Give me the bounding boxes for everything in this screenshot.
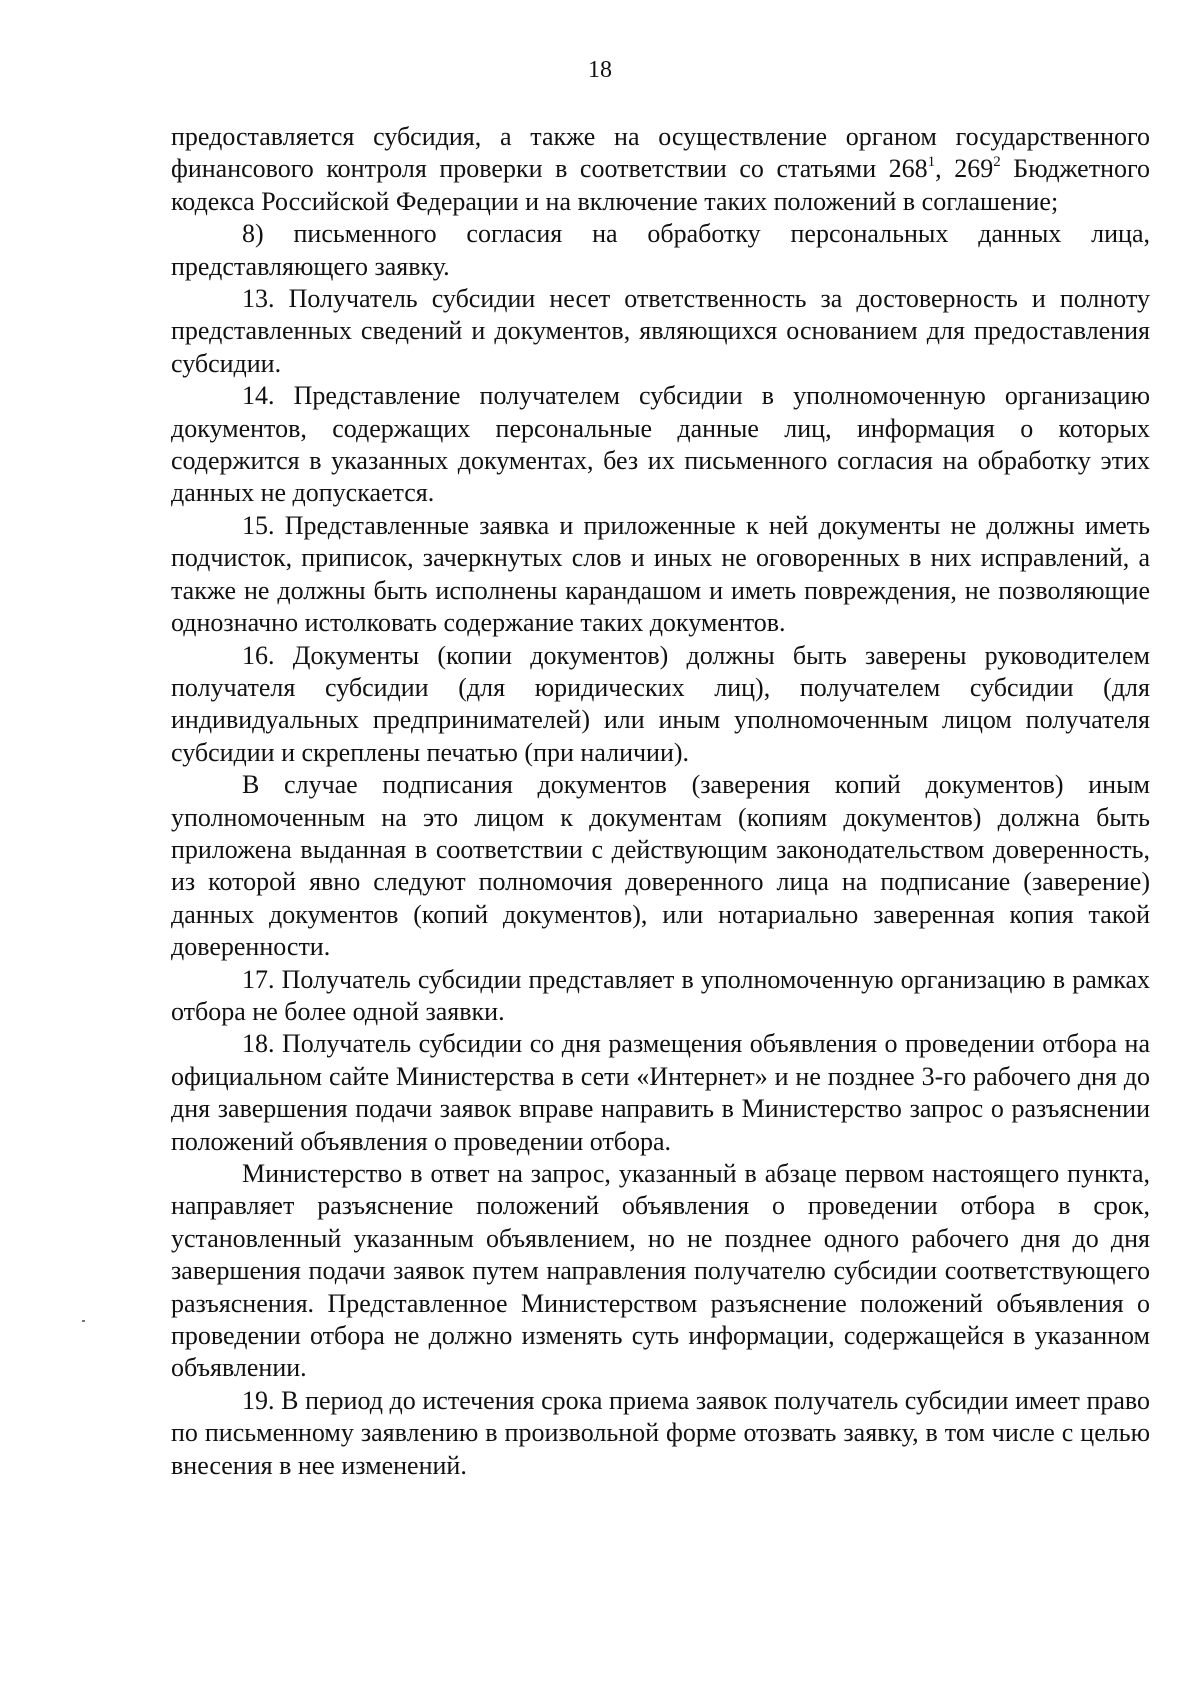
- paragraph-text-part: , 269: [935, 154, 994, 184]
- paragraph-13: 13. Получатель субсидии несет ответственность за достоверность и полноту представленных сведений и документов, являющихся основанием для предоставления субсидии.: [171, 284, 1150, 378]
- paragraph-15: 15. Представленные заявка и приложенные к ней документы не должны иметь подчисток, приписок, зачеркнутых слов и иных не оговоренных в них исправлений, а также не должны быть исполнены карандашом и иметь повреждения, не позволяющие однозначно истолковать содержание таких документов.: [171, 510, 1150, 638]
- paragraph-text-part: Бюджетного кодекса Российской Федерации и на включение таких положений в соглашение;: [171, 154, 1151, 216]
- superscript: 2: [993, 153, 1001, 170]
- page-number: 18: [588, 57, 612, 83]
- paragraph-continuation: [171, 121, 1150, 218]
- paragraph-19: 19. В период до истечения срока приема заявок получатель субсидии имеет право по письменному заявлению в произвольной форме отозвать заявку, в том числе с целью внесения в нее изменений.: [171, 1385, 1150, 1480]
- paragraph-17: 17. Получатель субсидии представляет в уполномоченную организацию в рамках отбора не более одной заявки.: [171, 964, 1150, 1026]
- paragraph-item-8: 8) письменного согласия на обработку персональных данных лица, представляющего заявку.: [171, 219, 1150, 281]
- paragraph-text-part: предоставляется субсидия, а также на осуществление органом государственного финансового контроля проверки в соответствии со статьями 268: [171, 122, 1150, 184]
- paragraph-16: 16. Документы (копии документов) должны быть заверены руководителем получателя субсидии (для юридических лиц), получателем субсидии (для индивидуальных предпринимателей) или иным уполномоченным лицом получателя субсидии и скреплены печатью (при наличии).: [171, 640, 1150, 767]
- scan-speck: [82, 1320, 85, 1322]
- paragraph-18-second: Министерство в ответ на запрос, указанный в абзаце первом настоящего пункта, направляет разъяснение положений объявления о проведении отбора в срок, установленный указанным объявлением, но не позднее одного рабочего дня до дня завершения подачи заявок путем направления получателю субсидии соответствующего разъяснения. Представленное Министерством разъяснение положений объявления о проведении отбора не должно изменять суть информации, содержащейся в указанном объявлении.: [171, 1159, 1150, 1383]
- paragraph-18: 18. Получатель субсидии со дня размещения объявления о проведении отбора на официальном сайте Министерства в сети «Интернет» и не позднее 3-го рабочего дня до дня завершения подачи заявок вправе направить в Министерство запрос о разъяснении положений объявления о проведении отбора.: [171, 1029, 1150, 1156]
- superscript: 1: [927, 153, 936, 170]
- paragraph-16-second: В случае подписания документов (заверения копий документов) иным уполномоченным на это лицом к документам (копиям документов) должна быть приложена выданная в соответствии с действующим законодательством доверенность, из которой явно следуют полномочия доверенного лица на подписание (заверение) данных документов (копий документов), или нотариально заверенная копия такой доверенности.: [171, 770, 1150, 962]
- document-body: [171, 121, 1150, 1482]
- paragraph-14: 14. Представление получателем субсидии в уполномоченную организацию документов, содержащих персональные данные лиц, информация о которых содержится в указанных документах, без их письменного согласия на обработку этих данных не допускается.: [171, 381, 1150, 508]
